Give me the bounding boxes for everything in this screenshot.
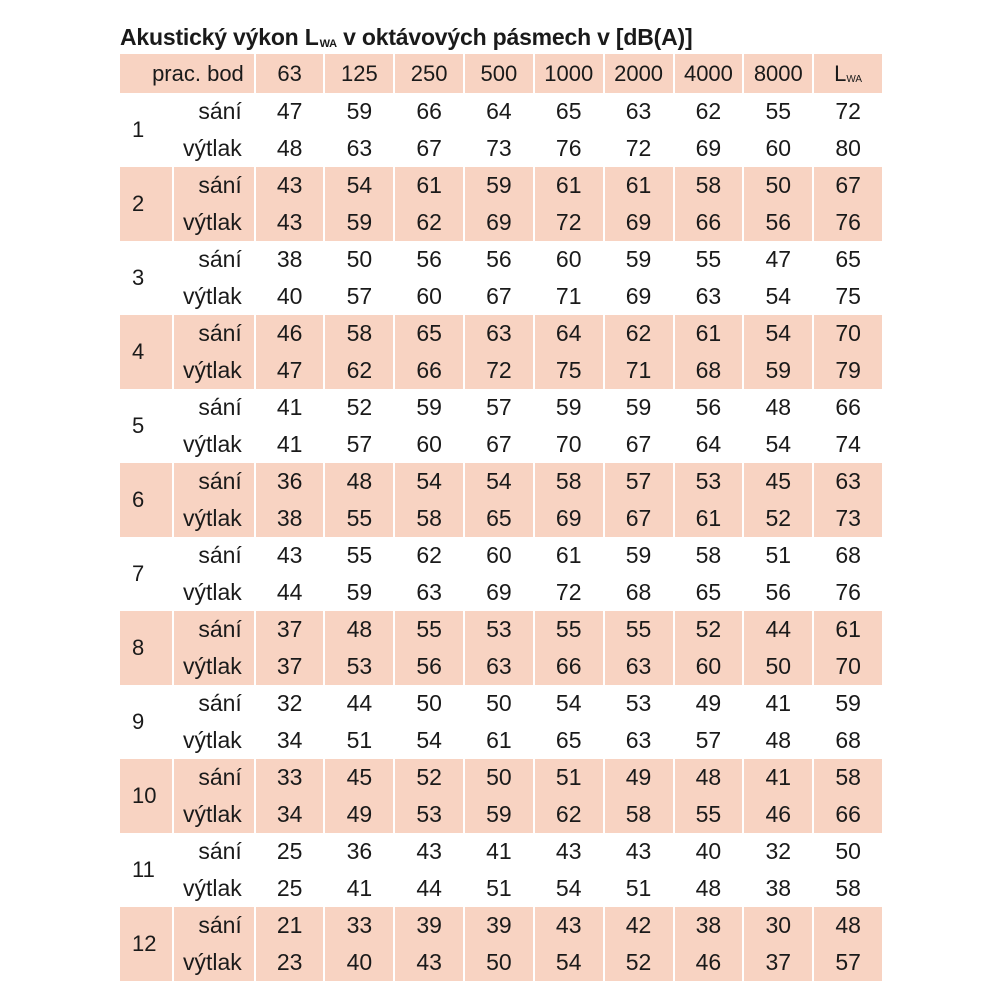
band-value-cell: 60 xyxy=(416,431,442,457)
band-value-cell: 50 xyxy=(744,167,812,204)
band-value-cell: 44 xyxy=(416,875,442,901)
band-value-cell: 45 xyxy=(744,463,812,500)
band-value-cell: 55 xyxy=(395,611,463,648)
operating-point-number: 10 xyxy=(120,759,172,833)
band-value-cell: 32 xyxy=(765,838,792,864)
band-value-cell: 62 xyxy=(416,542,442,568)
total-lwa-cell: 70 xyxy=(814,648,882,685)
band-value-cell: 37 xyxy=(256,648,324,685)
band-value-cell: 40 xyxy=(325,944,393,981)
band-value-cell: 69 xyxy=(605,204,673,241)
operating-point-number: 1 xyxy=(132,117,145,142)
band-value-cell: 57 xyxy=(486,394,512,420)
band-value-cell: 54 xyxy=(555,690,582,716)
band-value-cell: 48 xyxy=(765,727,792,753)
band-value-cell: 63 xyxy=(625,727,652,753)
band-value-cell: 63 xyxy=(605,648,673,685)
total-lwa-cell: 68 xyxy=(835,727,861,753)
table-row-suction xyxy=(120,759,882,796)
band-value-cell: 53 xyxy=(675,463,743,500)
band-value-cell: 50 xyxy=(465,944,533,981)
discharge-label: výtlak xyxy=(183,875,242,901)
table-row-suction xyxy=(120,611,882,648)
band-value-cell: 39 xyxy=(395,907,463,944)
band-value-cell: 48 xyxy=(325,463,393,500)
band-value-cell: 63 xyxy=(416,579,442,605)
total-lwa-cell: 75 xyxy=(835,283,861,309)
band-value-cell: 55 xyxy=(346,542,373,568)
band-value-cell: 54 xyxy=(744,315,812,352)
total-lwa-cell: 50 xyxy=(835,838,861,864)
band-value-cell: 38 xyxy=(675,907,743,944)
band-value-cell: 42 xyxy=(605,907,673,944)
band-value-cell: 48 xyxy=(765,394,792,420)
band-value-cell: 41 xyxy=(765,690,792,716)
discharge-label: výtlak xyxy=(174,796,254,833)
table-row-discharge xyxy=(120,722,882,759)
band-value-cell: 59 xyxy=(555,394,582,420)
band-value-cell: 62 xyxy=(695,98,722,124)
band-value-cell: 23 xyxy=(256,944,324,981)
sound-power-table-block xyxy=(120,20,884,981)
band-value-cell: 54 xyxy=(765,283,792,309)
band-value-cell: 21 xyxy=(256,907,324,944)
discharge-label: výtlak xyxy=(174,352,254,389)
band-value-cell: 56 xyxy=(416,246,442,272)
band-value-cell: 59 xyxy=(625,542,652,568)
discharge-label: výtlak xyxy=(183,431,242,457)
band-value-cell: 43 xyxy=(276,542,303,568)
table-row-discharge xyxy=(120,944,882,981)
band-value-cell: 72 xyxy=(465,352,533,389)
band-value-cell: 65 xyxy=(555,98,582,124)
discharge-label: výtlak xyxy=(183,727,242,753)
band-value-cell: 49 xyxy=(325,796,393,833)
band-value-cell: 61 xyxy=(675,315,743,352)
band-value-cell: 67 xyxy=(486,431,512,457)
band-value-cell: 67 xyxy=(416,135,442,161)
band-value-cell: 69 xyxy=(625,283,652,309)
operating-point-number: 11 xyxy=(132,857,155,882)
band-value-cell: 68 xyxy=(675,352,743,389)
band-value-cell: 56 xyxy=(765,579,792,605)
band-value-cell: 54 xyxy=(395,463,463,500)
band-value-cell: 58 xyxy=(675,167,743,204)
suction-label: sání xyxy=(198,98,242,124)
total-lwa-cell: 79 xyxy=(814,352,882,389)
band-value-cell: 57 xyxy=(346,431,373,457)
band-value-cell: 66 xyxy=(675,204,743,241)
header-total-lwa xyxy=(814,54,882,93)
band-value-cell: 70 xyxy=(555,431,582,457)
band-value-cell: 60 xyxy=(486,542,512,568)
band-value-cell: 51 xyxy=(625,875,652,901)
operating-point-number: 6 xyxy=(120,463,172,537)
band-value-cell: 65 xyxy=(395,315,463,352)
band-value-cell: 57 xyxy=(605,463,673,500)
table-row-suction xyxy=(120,463,882,500)
band-value-cell: 73 xyxy=(486,135,512,161)
band-value-cell: 67 xyxy=(486,283,512,309)
header-total-sub: WA xyxy=(846,73,863,85)
band-value-cell: 54 xyxy=(465,463,533,500)
band-value-cell: 56 xyxy=(395,648,463,685)
band-value-cell: 52 xyxy=(675,611,743,648)
band-value-cell: 51 xyxy=(765,542,792,568)
band-value-cell: 52 xyxy=(605,944,673,981)
band-value-cell: 50 xyxy=(744,648,812,685)
band-value-cell: 50 xyxy=(465,759,533,796)
band-value-cell: 55 xyxy=(605,611,673,648)
band-value-cell: 54 xyxy=(416,727,442,753)
band-value-cell: 61 xyxy=(555,542,582,568)
suction-label: sání xyxy=(198,690,242,716)
suction-label: sání xyxy=(174,315,254,352)
table-row-discharge xyxy=(120,352,882,389)
band-value-cell: 40 xyxy=(276,283,303,309)
band-value-cell: 41 xyxy=(276,394,303,420)
band-value-cell: 41 xyxy=(744,759,812,796)
band-value-cell: 69 xyxy=(465,204,533,241)
band-value-cell: 76 xyxy=(555,135,582,161)
band-value-cell: 32 xyxy=(276,690,303,716)
title-subscript: WA xyxy=(319,38,337,50)
band-value-cell: 46 xyxy=(675,944,743,981)
band-value-cell: 58 xyxy=(535,463,603,500)
band-value-cell: 72 xyxy=(555,579,582,605)
band-value-cell: 59 xyxy=(346,98,373,124)
band-value-cell: 69 xyxy=(695,135,722,161)
band-value-cell: 48 xyxy=(675,759,743,796)
band-value-cell: 62 xyxy=(325,352,393,389)
header-band: 500 xyxy=(465,54,533,93)
total-lwa-cell: 57 xyxy=(814,944,882,981)
band-value-cell: 38 xyxy=(256,500,324,537)
band-value-cell: 56 xyxy=(744,204,812,241)
band-value-cell: 47 xyxy=(256,352,324,389)
table-row-discharge xyxy=(120,278,882,315)
band-value-cell: 56 xyxy=(486,246,512,272)
band-value-cell: 63 xyxy=(465,648,533,685)
band-value-cell: 37 xyxy=(744,944,812,981)
band-value-cell: 60 xyxy=(416,283,442,309)
discharge-label: výtlak xyxy=(174,944,254,981)
band-value-cell: 34 xyxy=(276,727,303,753)
table-title xyxy=(120,20,884,54)
band-value-cell: 65 xyxy=(465,500,533,537)
band-value-cell: 63 xyxy=(465,315,533,352)
operating-point-number: 2 xyxy=(120,167,172,241)
total-lwa-cell: 65 xyxy=(835,246,861,272)
band-value-cell: 54 xyxy=(535,944,603,981)
table-row-discharge xyxy=(120,648,882,685)
table-row-suction xyxy=(120,241,882,278)
table-row-discharge xyxy=(120,796,882,833)
band-value-cell: 45 xyxy=(325,759,393,796)
band-value-cell: 38 xyxy=(765,875,792,901)
discharge-label: výtlak xyxy=(183,283,242,309)
band-value-cell: 46 xyxy=(256,315,324,352)
band-value-cell: 57 xyxy=(346,283,373,309)
suction-label: sání xyxy=(198,542,242,568)
band-value-cell: 59 xyxy=(346,579,373,605)
band-value-cell: 52 xyxy=(395,759,463,796)
total-lwa-cell: 63 xyxy=(814,463,882,500)
band-value-cell: 55 xyxy=(695,246,722,272)
band-value-cell: 53 xyxy=(625,690,652,716)
band-value-cell: 43 xyxy=(555,838,582,864)
band-value-cell: 44 xyxy=(346,690,373,716)
table-row-suction xyxy=(120,389,882,426)
band-value-cell: 62 xyxy=(395,204,463,241)
discharge-label: výtlak xyxy=(174,500,254,537)
table-row-discharge xyxy=(120,204,882,241)
suction-label: sání xyxy=(174,759,254,796)
total-lwa-cell: 67 xyxy=(814,167,882,204)
table-row-suction xyxy=(120,537,882,574)
band-value-cell: 60 xyxy=(555,246,582,272)
band-value-cell: 41 xyxy=(346,875,373,901)
band-value-cell: 54 xyxy=(325,167,393,204)
suction-label: sání xyxy=(198,246,242,272)
band-value-cell: 51 xyxy=(486,875,512,901)
band-value-cell: 44 xyxy=(744,611,812,648)
table-row-discharge xyxy=(120,574,882,611)
table-row-discharge xyxy=(120,500,882,537)
total-lwa-cell: 80 xyxy=(835,135,861,161)
discharge-label: výtlak xyxy=(183,135,242,161)
band-value-cell: 57 xyxy=(695,727,722,753)
total-lwa-cell: 58 xyxy=(814,759,882,796)
band-value-cell: 62 xyxy=(605,315,673,352)
band-value-cell: 63 xyxy=(625,98,652,124)
band-value-cell: 66 xyxy=(535,648,603,685)
total-lwa-cell: 76 xyxy=(835,579,861,605)
band-value-cell: 60 xyxy=(675,648,743,685)
operating-point-number: 3 xyxy=(132,265,145,290)
band-value-cell: 43 xyxy=(395,944,463,981)
band-value-cell: 59 xyxy=(744,352,812,389)
band-value-cell: 69 xyxy=(486,579,512,605)
band-value-cell: 43 xyxy=(256,204,324,241)
total-lwa-cell: 66 xyxy=(814,796,882,833)
band-value-cell: 65 xyxy=(555,727,582,753)
band-value-cell: 53 xyxy=(395,796,463,833)
band-value-cell: 65 xyxy=(695,579,722,605)
band-value-cell: 56 xyxy=(695,394,722,420)
band-value-cell: 50 xyxy=(416,690,442,716)
band-value-cell: 59 xyxy=(625,246,652,272)
table-row-discharge xyxy=(120,870,882,907)
total-lwa-cell: 59 xyxy=(835,690,861,716)
total-lwa-cell: 73 xyxy=(814,500,882,537)
band-value-cell: 39 xyxy=(465,907,533,944)
band-value-cell: 47 xyxy=(276,98,303,124)
band-value-cell: 72 xyxy=(625,135,652,161)
band-value-cell: 59 xyxy=(465,796,533,833)
band-value-cell: 72 xyxy=(535,204,603,241)
discharge-label: výtlak xyxy=(183,579,242,605)
band-value-cell: 60 xyxy=(765,135,792,161)
band-value-cell: 58 xyxy=(325,315,393,352)
suction-label: sání xyxy=(198,838,242,864)
band-value-cell: 48 xyxy=(325,611,393,648)
band-value-cell: 59 xyxy=(465,167,533,204)
band-value-cell: 51 xyxy=(346,727,373,753)
table-row-discharge xyxy=(120,130,882,167)
band-value-cell: 48 xyxy=(276,135,303,161)
header-band: 2000 xyxy=(605,54,673,93)
discharge-label: výtlak xyxy=(174,648,254,685)
table-row-suction xyxy=(120,833,882,870)
band-value-cell: 49 xyxy=(605,759,673,796)
header-band: 4000 xyxy=(675,54,743,93)
total-lwa-cell: 48 xyxy=(814,907,882,944)
band-value-cell: 41 xyxy=(276,431,303,457)
band-value-cell: 71 xyxy=(605,352,673,389)
band-value-cell: 59 xyxy=(416,394,442,420)
operating-point-number: 9 xyxy=(132,709,145,734)
band-value-cell: 67 xyxy=(605,500,673,537)
band-value-cell: 34 xyxy=(256,796,324,833)
total-lwa-cell: 66 xyxy=(835,394,861,420)
table-row-suction xyxy=(120,907,882,944)
band-value-cell: 53 xyxy=(325,648,393,685)
band-value-cell: 71 xyxy=(555,283,582,309)
table-row-suction xyxy=(120,685,882,722)
band-value-cell: 61 xyxy=(675,500,743,537)
band-value-cell: 66 xyxy=(395,352,463,389)
band-value-cell: 62 xyxy=(535,796,603,833)
total-lwa-cell: 76 xyxy=(814,204,882,241)
octave-band-table xyxy=(118,54,884,981)
band-value-cell: 64 xyxy=(535,315,603,352)
band-value-cell: 46 xyxy=(744,796,812,833)
band-value-cell: 68 xyxy=(625,579,652,605)
total-lwa-cell: 74 xyxy=(835,431,861,457)
operating-point-number: 7 xyxy=(132,561,145,586)
band-value-cell: 30 xyxy=(744,907,812,944)
band-value-cell: 49 xyxy=(695,690,722,716)
total-lwa-cell: 72 xyxy=(835,98,861,124)
band-value-cell: 63 xyxy=(346,135,373,161)
band-value-cell: 25 xyxy=(276,838,303,864)
band-value-cell: 55 xyxy=(325,500,393,537)
band-value-cell: 64 xyxy=(695,431,722,457)
band-value-cell: 59 xyxy=(325,204,393,241)
suction-label: sání xyxy=(174,167,254,204)
total-lwa-cell: 70 xyxy=(814,315,882,352)
band-value-cell: 52 xyxy=(744,500,812,537)
band-value-cell: 55 xyxy=(535,611,603,648)
band-value-cell: 61 xyxy=(605,167,673,204)
header-row xyxy=(120,54,882,93)
band-value-cell: 36 xyxy=(346,838,373,864)
band-value-cell: 55 xyxy=(675,796,743,833)
operating-point-number: 8 xyxy=(120,611,172,685)
band-value-cell: 58 xyxy=(395,500,463,537)
band-value-cell: 67 xyxy=(625,431,652,457)
band-value-cell: 25 xyxy=(276,875,303,901)
discharge-label: výtlak xyxy=(174,204,254,241)
band-value-cell: 61 xyxy=(395,167,463,204)
band-value-cell: 47 xyxy=(765,246,792,272)
header-band: 125 xyxy=(325,54,393,93)
table-row-suction xyxy=(120,93,882,130)
band-value-cell: 53 xyxy=(465,611,533,648)
band-value-cell: 61 xyxy=(535,167,603,204)
suction-label: sání xyxy=(174,907,254,944)
operating-point-number: 5 xyxy=(132,413,145,438)
band-value-cell: 48 xyxy=(695,875,722,901)
total-lwa-cell: 68 xyxy=(835,542,861,568)
band-value-cell: 58 xyxy=(605,796,673,833)
band-value-cell: 36 xyxy=(256,463,324,500)
band-value-cell: 37 xyxy=(256,611,324,648)
band-value-cell: 43 xyxy=(535,907,603,944)
band-value-cell: 40 xyxy=(695,838,722,864)
suction-label: sání xyxy=(198,394,242,420)
band-value-cell: 64 xyxy=(486,98,512,124)
band-value-cell: 43 xyxy=(256,167,324,204)
band-value-cell: 59 xyxy=(625,394,652,420)
table-row-discharge xyxy=(120,426,882,463)
operating-point-number: 12 xyxy=(120,907,172,981)
band-value-cell: 41 xyxy=(486,838,512,864)
header-band: 8000 xyxy=(744,54,812,93)
band-value-cell: 75 xyxy=(535,352,603,389)
band-value-cell: 54 xyxy=(765,431,792,457)
band-value-cell: 69 xyxy=(535,500,603,537)
header-band: 250 xyxy=(395,54,463,93)
band-value-cell: 55 xyxy=(765,98,792,124)
title-text: Akustický výkon L xyxy=(120,24,319,50)
band-value-cell: 63 xyxy=(695,283,722,309)
suction-label: sání xyxy=(174,463,254,500)
total-lwa-cell: 58 xyxy=(835,875,861,901)
band-value-cell: 33 xyxy=(256,759,324,796)
band-value-cell: 66 xyxy=(416,98,442,124)
header-operating-point: prac. bod xyxy=(120,54,254,93)
band-value-cell: 54 xyxy=(555,875,582,901)
total-lwa-cell: 61 xyxy=(814,611,882,648)
band-value-cell: 61 xyxy=(486,727,512,753)
header-band: 1000 xyxy=(535,54,603,93)
band-value-cell: 43 xyxy=(625,838,652,864)
band-value-cell: 50 xyxy=(486,690,512,716)
header-band: 63 xyxy=(256,54,324,93)
table-row-suction xyxy=(120,315,882,352)
band-value-cell: 38 xyxy=(276,246,303,272)
band-value-cell: 52 xyxy=(346,394,373,420)
band-value-cell: 51 xyxy=(535,759,603,796)
band-value-cell: 43 xyxy=(416,838,442,864)
operating-point-number: 4 xyxy=(120,315,172,389)
band-value-cell: 44 xyxy=(276,579,303,605)
suction-label: sání xyxy=(174,611,254,648)
band-value-cell: 50 xyxy=(346,246,373,272)
header-total-main: L xyxy=(834,60,847,86)
table-row-suction xyxy=(120,167,882,204)
band-value-cell: 58 xyxy=(695,542,722,568)
band-value-cell: 33 xyxy=(325,907,393,944)
title-text-rest: v oktávových pásmech v [dB(A)] xyxy=(336,24,693,50)
